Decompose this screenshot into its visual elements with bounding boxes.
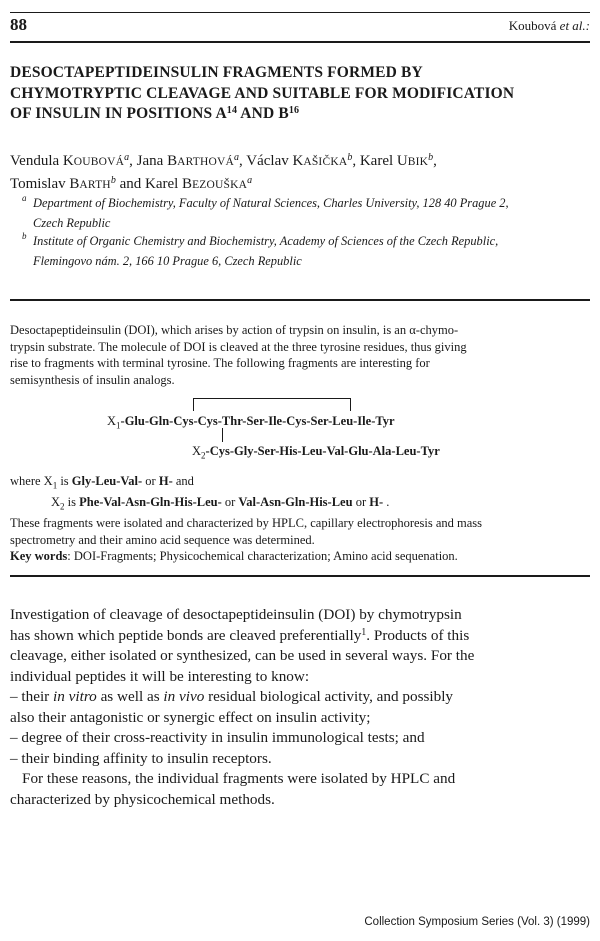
author: Václav KAŠIČKA$^b$, bbox=[246, 152, 360, 169]
author: Karel UBIK$^b$, bbox=[359, 152, 437, 169]
author: Karel BEZOUŠKA$^a$ bbox=[144, 175, 253, 192]
disulfide-bond-line bbox=[222, 428, 223, 442]
peptide-sequence-2: $X_2-Cys-Gly-Ser-His-Leu-Val-Glu-Ala-Leu$-Tyr bbox=[192, 444, 440, 461]
author: Jana BARTHOVÁ$^a$, bbox=[136, 152, 247, 169]
header-rule bbox=[10, 41, 590, 43]
affiliation-a: a Department of Biochemistry, Faculty of Natural Sciences, Charles University, 128 40 Prague 2, Czech Republic bbox=[22, 193, 509, 230]
list-item: – their binding affinity to insulin receptors. bbox=[10, 749, 272, 767]
where-x1: where $X_1$ is Gly-Leu-Val- or H- and bbox=[10, 474, 194, 491]
page-number: 88 bbox=[10, 15, 27, 34]
abstract-continued: where $X_1$ is Gly-Leu-Val- or H- and $X_2$ is Phe-Val-Asn-Gln-His-Leu- or Val-Asn-Gln-His-Leu or H- . These fragments were isolated and characterized by HPLC, capillary electrophoresis and mass spectrometry and their amino acid sequence was determined. Key words: DOI-Fragments; Physicochemical characterization; Amino acid sequenation. bbox=[10, 473, 590, 565]
paper-title: DESOCTAPEPTIDEINSULIN FRAGMENTS FORMED BY CHYMOTRYPTIC CLEAVAGE AND SUITABLE FOR MODIFICATION OF INSULIN IN POSITIONS $A^{14}$ AND $B^{16}$ bbox=[10, 64, 515, 122]
author: Vendula KOUBOVÁ$^a$, bbox=[10, 152, 137, 169]
key-words: Key words: DOI-Fragments; Physicochemical characterization; Amino acid sequenation. bbox=[10, 549, 458, 563]
abstract-top-rule bbox=[10, 299, 590, 301]
body-text: Investigation of cleavage of desoctapeptideinsulin (DOI) by chymotrypsin has shown which peptide bonds are cleaved preferentially$^1$. Products of this cleavage, either isolated or synthesized, can be used in several ways. For the individual peptides it will be interesting to know: – their in vitro as well as in vivo residual biological activity, and possibly also their antagonistic or synergic effect on insulin activity; – degree of their cross-reactivity in insulin immunological tests; and – their binding affinity to insulin receptors. For these reasons, the individual fragments were isolated by HPLC and characterized by physicochemical methods. bbox=[10, 605, 590, 810]
affiliation-b: b Institute of Organic Chemistry and Biochemistry, Academy of Sciences of the Czech Republic, Flemingovo nám. 2, 166 10 Prague 6, Czech Republic bbox=[22, 231, 499, 268]
abstract-bottom-rule bbox=[10, 575, 590, 577]
disulfide-bracket-a-chain bbox=[193, 398, 351, 411]
abstract: Desoctapeptideinsulin (DOI), which arises by action of trypsin on insulin, is an α-chymo- trypsin substrate. The molecule of DOI is cleaved at the three tyrosine residues, thus giving rise to fragments with terminal tyrosine. The following fragments are interesting for semisynthesis of insulin analogs. bbox=[10, 323, 467, 387]
peptide-sequence-1: $X_1-Glu-Gln-Cys-Cys-Thr-Ser-Ile-Cys-Ser-Leu-Ile$-Tyr bbox=[107, 414, 395, 431]
list-item: – degree of their cross-reactivity in insulin immunological tests; and bbox=[10, 729, 425, 746]
author-list bbox=[10, 150, 590, 196]
page-header bbox=[10, 15, 590, 37]
top-rule bbox=[10, 12, 590, 13]
running-head: Koubová et al.: bbox=[508, 18, 590, 33]
journal-footer: Collection Symposium Series (Vol. 3) (1999) bbox=[364, 916, 590, 928]
author: Tomislav BARTH$^b$ and bbox=[10, 175, 145, 192]
list-item: – their in vitro as well as in vivo residual biological activity, and possibly bbox=[10, 688, 454, 705]
where-x2: $X_2$ is Phe-Val-Asn-Gln-His-Leu- or Val-Asn-Gln-His-Leu or H- . bbox=[51, 495, 390, 512]
